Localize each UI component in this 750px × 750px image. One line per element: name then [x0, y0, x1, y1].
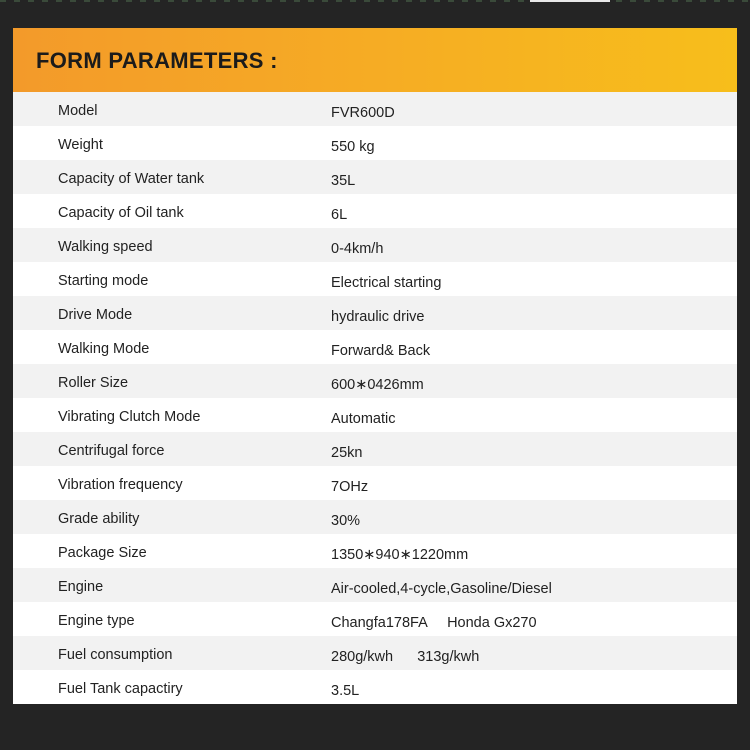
row-value: 30% — [331, 513, 361, 529]
table-row — [13, 296, 737, 330]
table-row — [13, 228, 737, 262]
row-value: 550 kg — [331, 139, 375, 155]
row-value: hydraulic drive — [331, 309, 425, 325]
table-row — [13, 500, 737, 534]
row-label: Grade ability — [58, 511, 140, 527]
row-value: 3.5L — [331, 683, 360, 699]
row-value: Electrical starting — [331, 275, 442, 291]
table-row — [13, 194, 737, 228]
row-label: Capacity of Water tank — [58, 171, 205, 187]
table-row — [13, 398, 737, 432]
row-label: Weight — [58, 137, 103, 153]
row-label: Engine type — [58, 613, 135, 629]
row-value: 35L — [331, 173, 356, 189]
row-label: Centrifugal force — [58, 443, 165, 459]
top-decorative-highlight — [530, 0, 610, 2]
table-row — [13, 670, 737, 704]
table-row — [13, 126, 737, 160]
row-value: FVR600D — [331, 105, 395, 121]
row-value: Forward& Back — [331, 343, 431, 359]
table-row — [13, 636, 737, 670]
parameters-header — [13, 28, 737, 92]
row-value: 7OHz — [331, 479, 369, 495]
parameters-panel — [13, 28, 737, 704]
table-row — [13, 364, 737, 398]
row-value: Changfa178FA Honda Gx270 — [331, 615, 537, 631]
table-row — [13, 160, 737, 194]
row-value: 280g/kwh 313g/kwh — [331, 649, 480, 665]
parameters-title: FORM PARAMETERS : — [36, 48, 278, 73]
row-label: Roller Size — [58, 375, 129, 391]
row-value: Automatic — [331, 411, 396, 427]
row-value: 0-4km/h — [331, 241, 384, 257]
table-row — [13, 466, 737, 500]
row-value: 25kn — [331, 445, 363, 461]
row-value: 600∗0426mm — [331, 377, 424, 393]
table-row — [13, 534, 737, 568]
table-row — [13, 602, 737, 636]
row-value: 6L — [331, 207, 348, 223]
row-value: 1350∗940∗1220mm — [331, 547, 469, 563]
top-decorative-strip — [0, 0, 750, 2]
row-label: Fuel consumption — [58, 647, 173, 663]
table-row — [13, 432, 737, 466]
row-label: Fuel Tank capactiry — [58, 681, 183, 697]
row-label: Vibration frequency — [58, 477, 183, 493]
table-row — [13, 92, 737, 126]
row-label: Drive Mode — [58, 307, 133, 323]
row-label: Vibrating Clutch Mode — [58, 409, 201, 425]
row-label: Package Size — [58, 545, 147, 561]
row-label: Model — [58, 103, 98, 119]
row-label: Walking speed — [58, 239, 153, 255]
row-label: Walking Mode — [58, 341, 150, 357]
row-label: Capacity of Oil tank — [58, 205, 184, 221]
row-label: Starting mode — [58, 273, 149, 289]
parameters-table — [13, 92, 737, 704]
row-value: Air-cooled,4-cycle,Gasoline/Diesel — [331, 581, 552, 597]
table-row — [13, 262, 737, 296]
row-label: Engine — [58, 579, 104, 595]
table-row — [13, 568, 737, 602]
table-row — [13, 330, 737, 364]
